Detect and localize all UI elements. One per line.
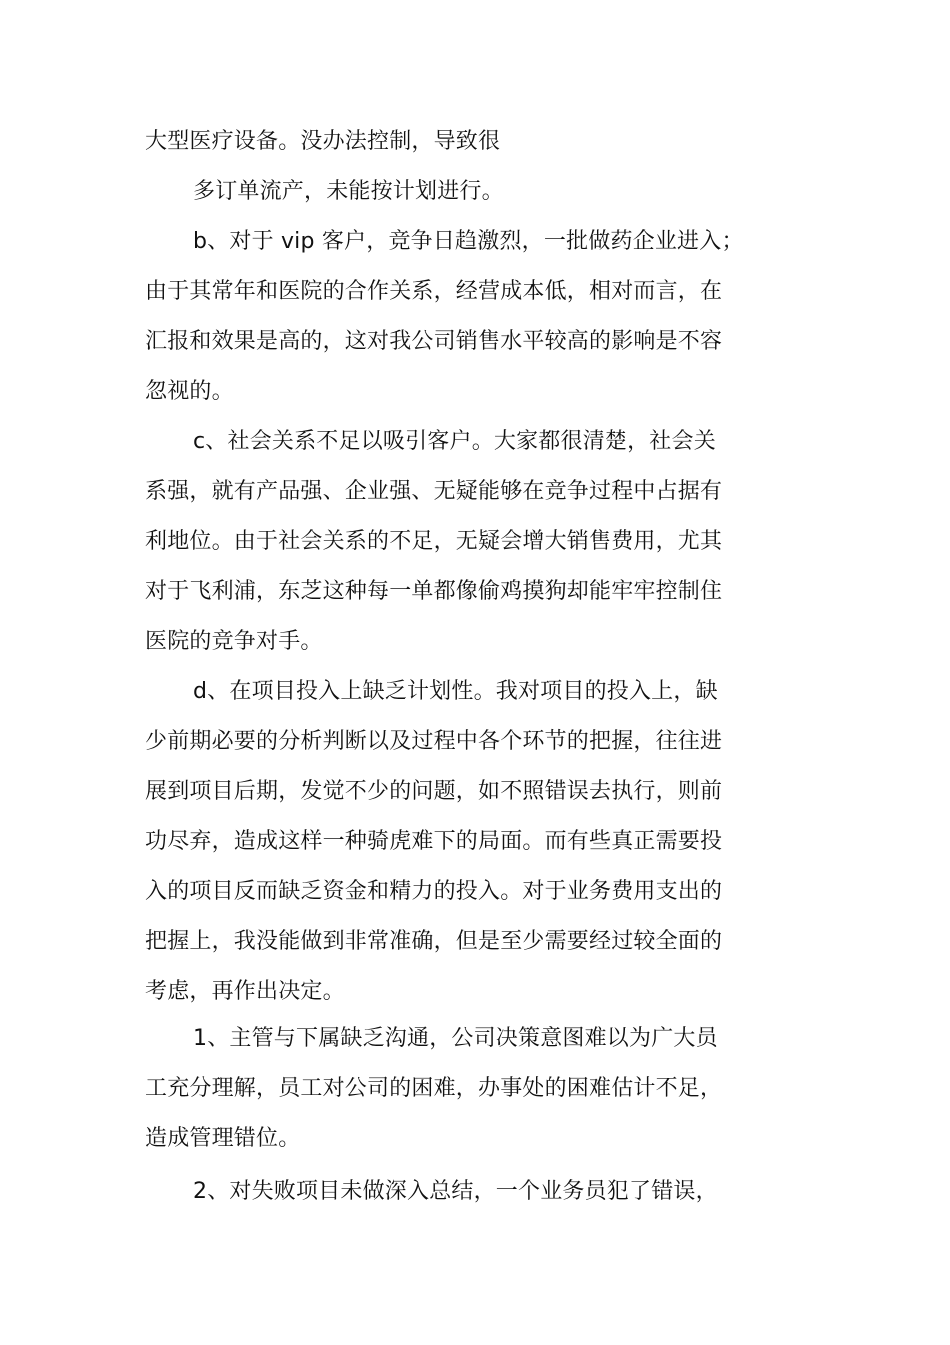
text-line: 多订单流产，未能按计划进行。 xyxy=(193,179,504,204)
text-line: 入的项目反而缺乏资金和精力的投入。对于业务费用支出的 xyxy=(145,879,723,904)
text-line: 工充分理解，员工对公司的困难，办事处的困难估计不足， xyxy=(145,1076,723,1101)
text-line: 展到项目后期，发觉不少的问题，如不照错误去执行，则前 xyxy=(145,779,723,804)
text-line: 汇报和效果是高的，这对我公司销售水平较高的影响是不容 xyxy=(145,329,723,354)
text-line: 考虑，再作出决定。 xyxy=(145,979,345,1004)
text-line: 医院的竞争对手。 xyxy=(145,629,323,654)
text-line: 造成管理错位。 xyxy=(145,1126,301,1151)
text-line: 对于飞利浦，东芝这种每一单都像偷鸡摸狗却能牢牢控制住 xyxy=(145,579,723,604)
text-line: 少前期必要的分析判断以及过程中各个环节的把握，往往进 xyxy=(145,729,723,754)
text-line: 由于其常年和医院的合作关系，经营成本低，相对而言，在 xyxy=(145,279,723,304)
text-line: 2、对失败项目未做深入总结，一个业务员犯了错误， xyxy=(193,1179,718,1204)
text-line: 利地位。由于社会关系的不足，无疑会增大销售费用，尤其 xyxy=(145,529,723,554)
text-line: 忽视的。 xyxy=(145,379,234,404)
text-line: 功尽弃，造成这样一种骑虎难下的局面。而有些真正需要投 xyxy=(145,829,723,854)
text-line: c、社会关系不足以吸引客户。大家都很清楚，社会关 xyxy=(193,429,716,454)
text-line: 系强，就有产品强、企业强、无疑能够在竞争过程中占据有 xyxy=(145,479,723,504)
text-line: 把握上，我没能做到非常准确，但是至少需要经过较全面的 xyxy=(145,929,723,954)
text-line: d、在项目投入上缺乏计划性。我对项目的投入上，缺 xyxy=(193,679,718,704)
text-line: b、对于 vip 客户，竞争日趋激烈，一批做药企业进入； xyxy=(193,229,744,254)
text-line: 大型医疗设备。没办法控制，导致很 xyxy=(145,129,501,154)
text-line: 1、主管与下属缺乏沟通，公司决策意图难以为广大员 xyxy=(193,1026,718,1051)
